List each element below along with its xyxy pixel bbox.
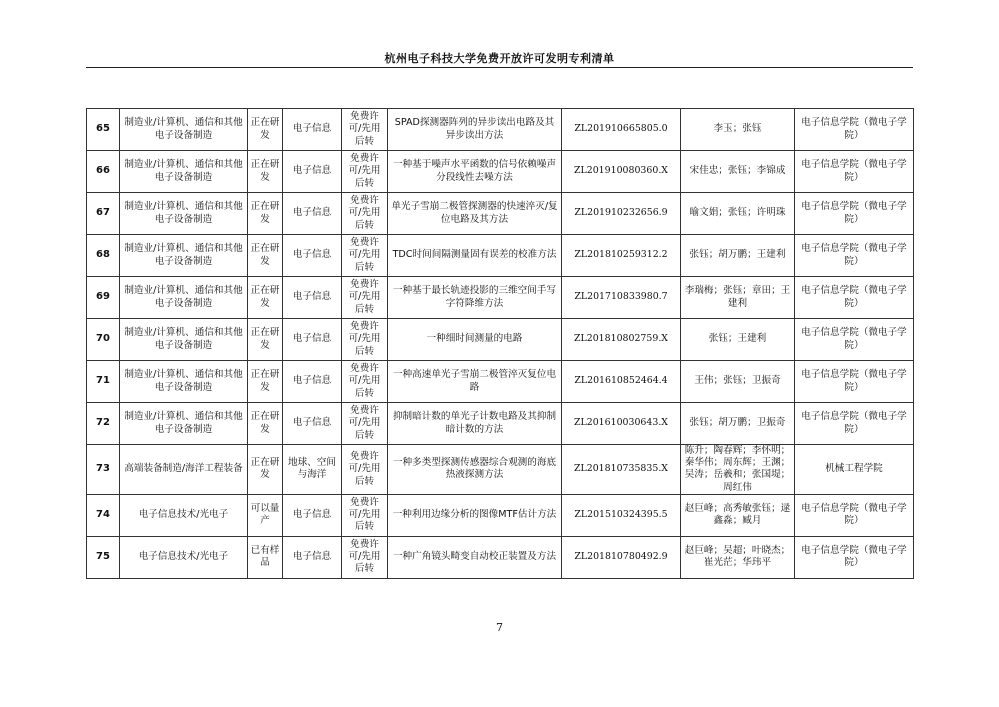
row-number: 65 [87,109,120,151]
license-cell: 免费许可/先用后转 [342,109,388,151]
inventors-cell: 张钰；王建利 [681,319,795,361]
stage-cell: 正在研发 [248,403,283,445]
college-cell: 电子信息学院（微电子学院） [795,494,914,536]
stage-cell: 正在研发 [248,445,283,495]
patent-name-cell: TDC时间间隔测量固有误差的校准方法 [388,235,562,277]
industry-cell: 制造业/计算机、通信和其他电子设备制造 [120,193,248,235]
license-cell: 免费许可/先用后转 [342,277,388,319]
patent-number-cell: ZL201610852464.4 [562,361,681,403]
table-row [87,445,914,495]
field-cell: 电子信息 [283,109,342,151]
stage-cell: 正在研发 [248,277,283,319]
industry-cell: 制造业/计算机、通信和其他电子设备制造 [120,235,248,277]
patent-number-cell: ZL201910665805.0 [562,109,681,151]
stage-cell: 正在研发 [248,193,283,235]
field-cell: 电子信息 [283,277,342,319]
field-cell: 地球、空间与海洋 [283,445,342,495]
row-number: 73 [87,445,120,495]
stage-cell: 已有样品 [248,536,283,578]
page-number: 7 [496,621,503,634]
table-row [87,494,914,536]
field-cell: 电子信息 [283,235,342,277]
industry-cell: 制造业/计算机、通信和其他电子设备制造 [120,403,248,445]
industry-cell: 制造业/计算机、通信和其他电子设备制造 [120,109,248,151]
field-cell: 电子信息 [283,494,342,536]
patent-name-cell: 一种基于噪声水平函数的信号依赖噪声分段线性去噪方法 [388,151,562,193]
patent-number-cell: ZL201910232656.9 [562,193,681,235]
college-cell: 机械工程学院 [795,445,914,495]
industry-cell: 制造业/计算机、通信和其他电子设备制造 [120,277,248,319]
patent-name-cell: 一种多类型探测传感器综合观测的海底热液探测方法 [388,445,562,495]
row-number: 67 [87,193,120,235]
college-cell: 电子信息学院（微电子学院） [795,403,914,445]
license-cell: 免费许可/先用后转 [342,445,388,495]
patent-number-cell: ZL201910080360.X [562,151,681,193]
field-cell: 电子信息 [283,193,342,235]
table-row [87,235,914,277]
inventors-cell: 喻文娟；张钰；许明珠 [681,193,795,235]
college-cell: 电子信息学院（微电子学院） [795,151,914,193]
license-cell: 免费许可/先用后转 [342,361,388,403]
table-row [87,403,914,445]
stage-cell: 正在研发 [248,109,283,151]
field-cell: 电子信息 [283,403,342,445]
patent-number-cell: ZL201810780492.9 [562,536,681,578]
field-cell: 电子信息 [283,536,342,578]
stage-cell: 可以量产 [248,494,283,536]
college-cell: 电子信息学院（微电子学院） [795,536,914,578]
table-row [87,319,914,361]
inventors-cell: 王伟；张钰；卫振奇 [681,361,795,403]
patent-name-cell: 一种高速单光子雪崩二极管淬灭复位电路 [388,361,562,403]
inventors-cell: 李瑞梅；张钰；章田；王建利 [681,277,795,319]
college-cell: 电子信息学院（微电子学院） [795,361,914,403]
patent-name-cell: 单光子雪崩二极管探测器的快速淬灭/复位电路及其方法 [388,193,562,235]
row-number: 71 [87,361,120,403]
college-cell: 电子信息学院（微电子学院） [795,277,914,319]
stage-cell: 正在研发 [248,319,283,361]
patent-number-cell: ZL201810259312.2 [562,235,681,277]
stage-cell: 正在研发 [248,151,283,193]
patent-name-cell: 一种广角镜头畸变自动校正装置及方法 [388,536,562,578]
patent-name-cell: 一种利用边缘分析的图像MTF估计方法 [388,494,562,536]
table-row [87,536,914,578]
industry-cell: 高端装备制造/海洋工程装备 [120,445,248,495]
row-number: 75 [87,536,120,578]
patent-name-cell: 一种细时间测量的电路 [388,319,562,361]
inventors-cell: 赵巨峰；高秀敏张钰；逯鑫淼；臧月 [681,494,795,536]
inventors-cell: 宋佳忠；张钰；李锦成 [681,151,795,193]
license-cell: 免费许可/先用后转 [342,536,388,578]
document-title: 杭州电子科技大学免费开放许可发明专利清单 [384,52,615,65]
college-cell: 电子信息学院（微电子学院） [795,193,914,235]
college-cell: 电子信息学院（微电子学院） [795,109,914,151]
field-cell: 电子信息 [283,319,342,361]
patent-number-cell: ZL201510324395.5 [562,494,681,536]
row-number: 68 [87,235,120,277]
patent-number-cell: ZL201610030643.X [562,403,681,445]
patent-table-body [87,109,914,579]
stage-cell: 正在研发 [248,361,283,403]
stage-cell: 正在研发 [248,235,283,277]
license-cell: 免费许可/先用后转 [342,319,388,361]
inventors-cell: 陈升；陶春辉；李怀明；秦华伟；周东辉；王渊；吴涛；岳羲和；张国堤；周红伟 [681,445,795,495]
patent-number-cell: ZL201810802759.X [562,319,681,361]
row-number: 74 [87,494,120,536]
row-number: 70 [87,319,120,361]
field-cell: 电子信息 [283,151,342,193]
industry-cell: 电子信息技术/光电子 [120,494,248,536]
industry-cell: 制造业/计算机、通信和其他电子设备制造 [120,151,248,193]
license-cell: 免费许可/先用后转 [342,235,388,277]
inventors-cell: 李玉；张钰 [681,109,795,151]
table-row [87,277,914,319]
title-divider [86,67,913,68]
industry-cell: 电子信息技术/光电子 [120,536,248,578]
inventors-cell: 张钰；胡万鹏；卫振奇 [681,403,795,445]
license-cell: 免费许可/先用后转 [342,193,388,235]
patent-name-cell: 一种基于最长轨迹投影的三维空间手写字符降维方法 [388,277,562,319]
row-number: 72 [87,403,120,445]
row-number: 69 [87,277,120,319]
row-number: 66 [87,151,120,193]
industry-cell: 制造业/计算机、通信和其他电子设备制造 [120,319,248,361]
field-cell: 电子信息 [283,361,342,403]
patent-table [86,108,914,579]
patent-number-cell: ZL201810735835.X [562,445,681,495]
inventors-cell: 张钰；胡万鹏；王建利 [681,235,795,277]
table-row [87,193,914,235]
license-cell: 免费许可/先用后转 [342,151,388,193]
table-row [87,361,914,403]
patent-name-cell: SPAD探测器阵列的异步读出电路及其异步读出方法 [388,109,562,151]
patent-number-cell: ZL201710833980.7 [562,277,681,319]
license-cell: 免费许可/先用后转 [342,494,388,536]
college-cell: 电子信息学院（微电子学院） [795,235,914,277]
college-cell: 电子信息学院（微电子学院） [795,319,914,361]
table-row [87,109,914,151]
inventors-cell: 赵巨峰；吴超；叶晓杰；崔光茫；华玮平 [681,536,795,578]
patent-name-cell: 抑制暗计数的单光子计数电路及其抑制暗计数的方法 [388,403,562,445]
industry-cell: 制造业/计算机、通信和其他电子设备制造 [120,361,248,403]
table-row [87,151,914,193]
license-cell: 免费许可/先用后转 [342,403,388,445]
